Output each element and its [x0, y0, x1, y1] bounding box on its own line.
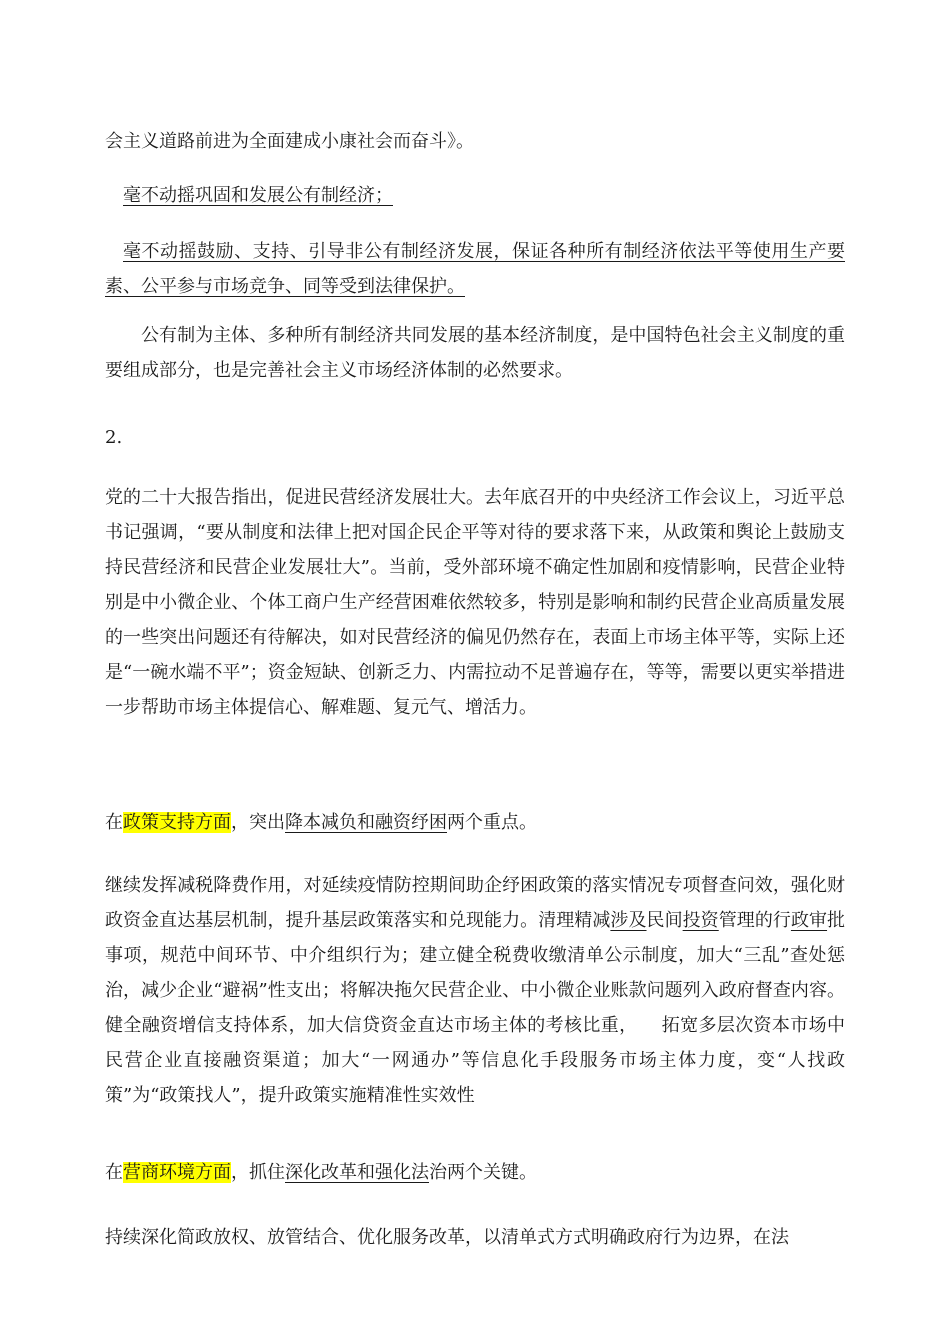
point-non-public-economy [105, 234, 845, 304]
highlight-business-environment: 营商环境方面 [123, 1162, 231, 1183]
heading-text: ，抓住 [231, 1162, 285, 1183]
body-text: 民间 [646, 910, 683, 931]
underlined-point-2: 毫不动摇鼓励、支持、引导非公有制经济发展，保证各种所有制经济依法平等使用生产要素、公平参与市场竞争、同等受到法律保护。 [105, 241, 845, 297]
underlined-word: 涉及 [610, 910, 647, 931]
body-text: 继续发挥减税降费作用，对延续疫情防控期间助企纾困政策的落实情况专项督查问效，强化财政资金直达基层机制，提升基层政策落实和兑现能力。清理精减 [105, 875, 845, 931]
paragraph-intro: 党的二十大报告指出，促进民营经济发展壮大。去年底召开的中央经济工作会议上，习近平总书记强调，“要从制度和法律上把对国企民企平等对待的要求落下来，从政策和舆论上鼓励支持民营经济和民营企业发展壮大”。当前，受外部环境不确定性加剧和疫情影响，民营企业特别是中小微企业、个体工商户生产经营困难依然较多，特别是影响和制约民营企业高质量发展的一些突出问题还有待解决，如对民营经济的偏见仍然存在，表面上市场主体平等，实际上还是“一碗水端不平”；资金短缺、创新乏力、内需拉动不足普遍存在，等等，需要以更实举措进一步帮助市场主体提信心、解难题、复元气、增活力。 [105, 487, 845, 718]
underlined-point-1: 毫不动摇巩固和发展公有制经济； [123, 185, 393, 206]
heading-text: 在 [105, 812, 123, 833]
heading-text: 治两个关键。 [429, 1162, 537, 1183]
paragraph-policy-body [105, 868, 845, 1113]
underlined-key-points: 深化改革和强化法 [285, 1162, 429, 1183]
heading-text: 两个重点。 [447, 812, 537, 833]
body-text: 管理的行 [718, 910, 791, 931]
underlined-word: 政审 [790, 910, 828, 931]
section-number: 2. [105, 427, 123, 448]
paragraph-last-line: 持续深化简政放权、放管结合、优化服务改革，以清单式方式明确政府行为边界，在法 [105, 1227, 789, 1248]
paragraph-basic-system: 公有制为主体、多种所有制经济共同发展的基本经济制度，是中国特色社会主义制度的重要组成部分，也是完善社会主义市场经济体制的必然要求。 [105, 325, 845, 381]
heading-text: 在 [105, 1162, 123, 1183]
heading-business-environment [105, 1155, 845, 1190]
highlight-policy-support: 政策支持方面 [123, 812, 231, 833]
point-public-economy [105, 178, 845, 213]
body-text: 批事项，规范中间环节、中介组织行为；建立健全税费收缴清单公示制度，加大“三乱”查处惩治，减少企业“避祸”性支出；将解决拖欠民营企业、中小微企业账款问题列入政府督查内容。健全融资增信支持体系，加大信贷资金直达市场主体的考核比重， 拓宽多层次资本市场中民营企业直接融资渠道；加大“一网通办”等信息化手段服务市场主体力度，变“人找政策”为“政策找人”，提升政策实施精准性实效性 [105, 910, 846, 1106]
underlined-key-points: 降本减负和融资纾困 [285, 812, 447, 833]
heading-policy-support [105, 805, 845, 840]
text-line-closing-quote: 会主义道路前进为全面建成小康社会而奋斗》。 [105, 131, 474, 152]
heading-text: ，突出 [231, 812, 285, 833]
underlined-word: 投资 [682, 910, 719, 931]
